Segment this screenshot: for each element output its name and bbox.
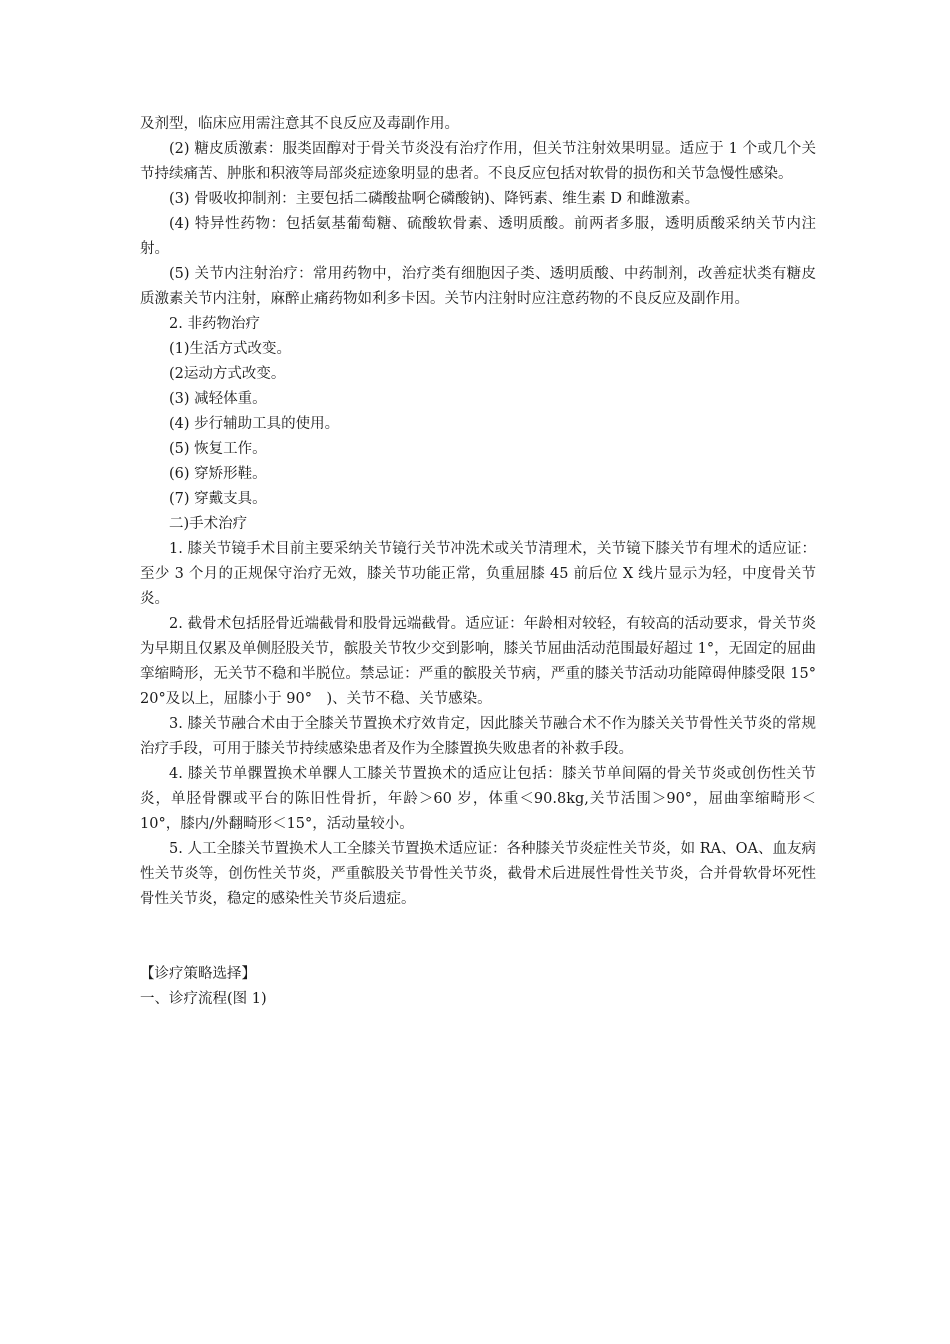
paragraph: 2. 截骨术包括胫骨近端截骨和股骨远端截骨。适应证：年龄相对较轻，有较高的活动要求，骨关节炎为早期且仅累及单侧胫股关节，髌股关节牧少交到影响，膝关节屈曲活动范围最好超过 1°，无固定的屈曲挛缩畸形，无关节不稳和半脱位。禁忌证：严重的髌股关节病，严重的膝关节活动功能障碍伸膝受限 15° 20°及以上，屈膝小于 90° )、关节不稳、关节感染。 xyxy=(140,616,831,707)
paragraph: (2) 糖皮质激素：服类固醇对于骨关节炎没有治疗作用，但关节注射效果明显。适应于 1 个或几个关节持续痛苦、肿胀和积液等局部炎症迹象明显的患者。不良反应包括对软骨的损伤和关节急慢性感染。 xyxy=(140,141,816,182)
flow-subheading: 一、诊疗流程(图 1) xyxy=(140,991,267,1007)
list-item: (2运动方式改变。 xyxy=(169,366,286,382)
paragraph: 1. 膝关节镜手术目前主要采纳关节镜行关节冲洗术或关节清理术，关节镜下膝关节有埋术的适应证：至少 3 个月的正规保守治疗无效，膝关节功能正常，负重屈膝 45 前后位 X 线片显示为轻，中度骨关节炎。 xyxy=(140,541,816,607)
list-item: (4) 步行辅助工具的使用。 xyxy=(169,416,340,432)
paragraph: (3) 骨吸收抑制剂：主要包括二磷酸盐啊仑磷酸钠)、降钙素、维生素 D 和雌激素。 xyxy=(169,191,700,207)
strategy-heading: 【诊疗策略选择】 xyxy=(140,966,256,982)
section-heading: 2. 非药物治疗 xyxy=(169,316,260,332)
paragraph: 3. 膝关节融合术由于全膝关节置换术疗效肯定，因此膝关节融合术不作为膝关关节骨性关节炎的常规治疗手段，可用于膝关节持续感染患者及作为全膝置换失败患者的补救手段。 xyxy=(140,716,816,757)
paragraph: (4) 特异性药物：包括氨基葡萄糖、硫酸软骨素、透明质酸。前两者多服，透明质酸采纳关节内注射。 xyxy=(140,216,816,257)
list-item: (6) 穿矫形鞋。 xyxy=(169,466,267,482)
list-item: (5) 恢复工作。 xyxy=(169,441,267,457)
spacer xyxy=(140,912,816,962)
paragraph: 4. 膝关节单髁置换术单髁人工膝关节置换术的适应让包括：膝关节单间隔的骨关节炎或创伤性关节炎，单胫骨髁或平台的陈旧性骨折，年龄＞60 岁，体重＜90.8kg,关节活围＞90°，屈曲挛缩畸形＜10°，膝内/外翻畸形＜15°，活动量较小。 xyxy=(140,766,816,832)
list-item: (1)生活方式改变。 xyxy=(169,341,292,357)
paragraph: 及剂型，临床应用需注意其不良反应及毒副作用。 xyxy=(140,116,459,132)
list-item: (3) 减轻体重。 xyxy=(169,391,267,407)
list-item: (7) 穿戴支具。 xyxy=(169,491,267,507)
paragraph: 5. 人工全膝关节置换术人工全膝关节置换术适应证：各种膝关节炎症性关节炎，如 RA、OA、血友病性关节炎等，创伤性关节炎，严重髌股关节骨性关节炎，截骨术后进展性骨性关节炎，合并骨软骨坏死性骨性关节炎，稳定的感染性关节炎后遗症。 xyxy=(140,841,816,907)
paragraph: (5) 关节内注射治疗：常用药物中，治疗类有细胞因子类、透明质酸、中药制剂，改善症状类有糖皮质激素关节内注射，麻醉止痛药物如利多卡因。关节内注射时应注意药物的不良反应及副作用。 xyxy=(140,266,816,307)
document-page xyxy=(140,112,831,1012)
section-heading: 二)手术治疗 xyxy=(169,516,248,532)
